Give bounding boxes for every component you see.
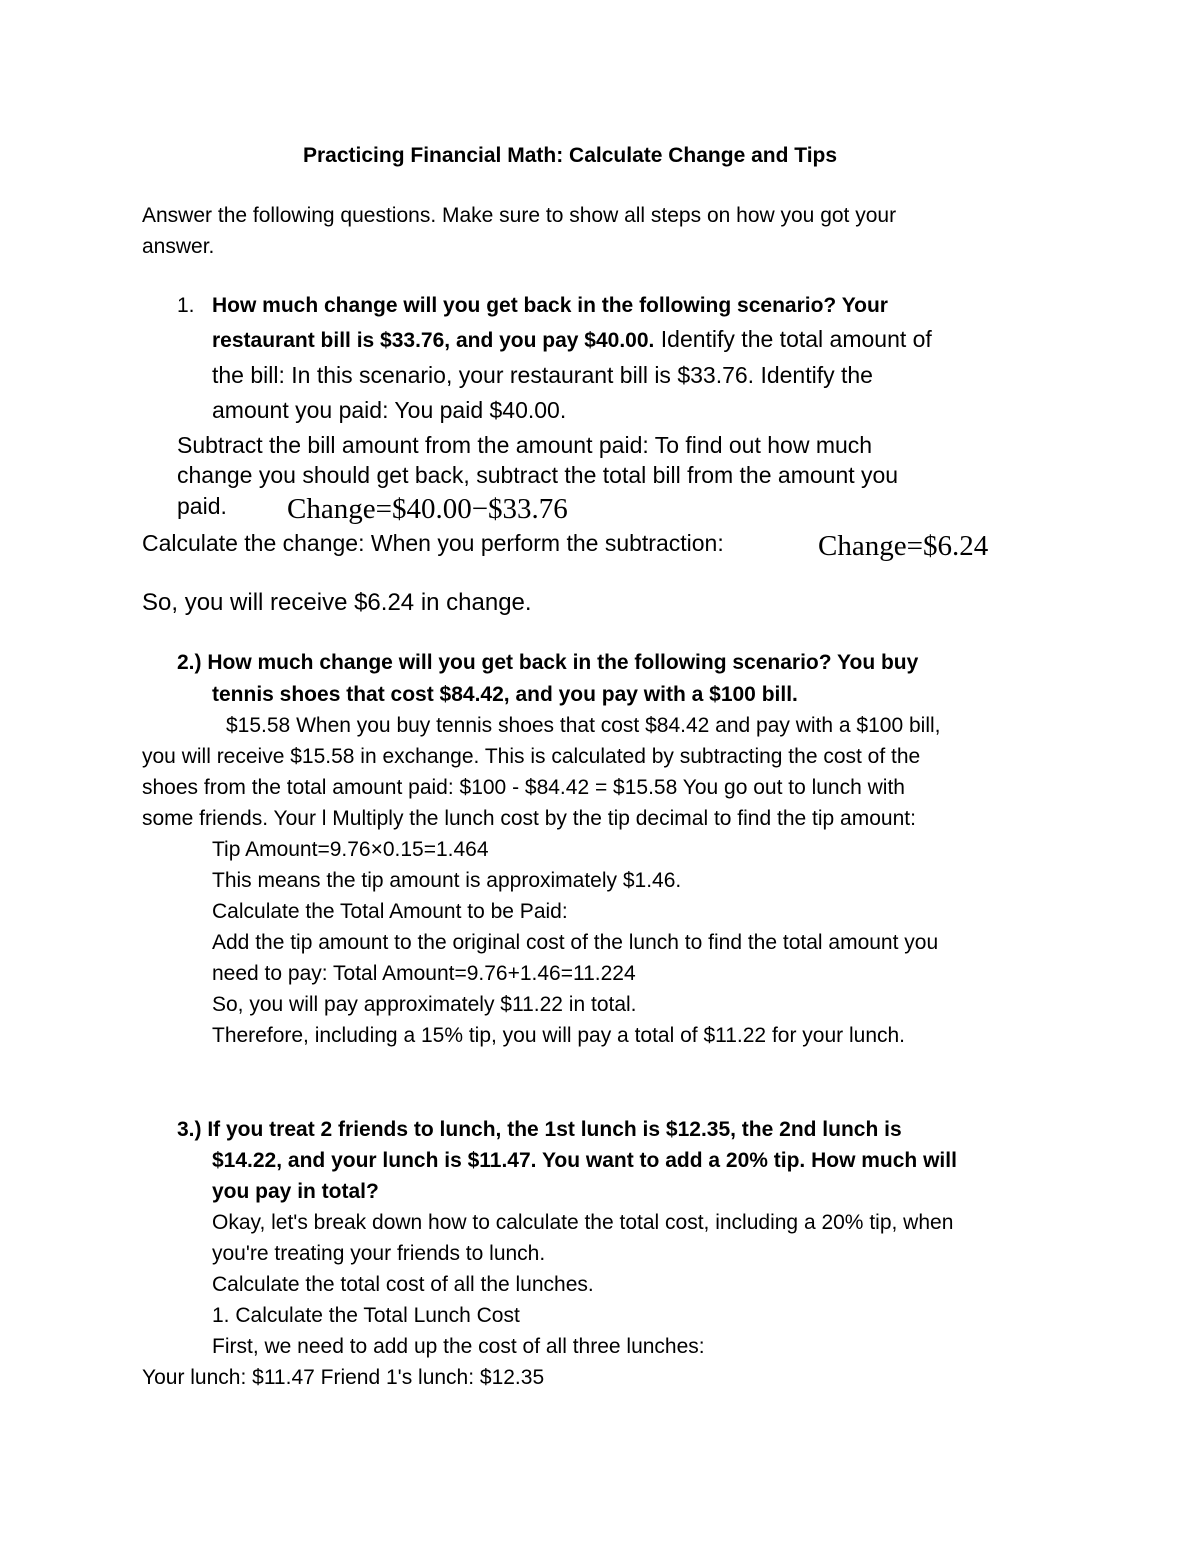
q3-answer-line-2: you're treating your friends to lunch. <box>212 1242 546 1265</box>
intro-line-1: Answer the following questions. Make sure to show all steps on how you got your <box>142 204 897 227</box>
q1-conclusion: So, you will receive $6.24 in change. <box>142 589 532 616</box>
q1-question-line-2-bold: restaurant bill is $33.76, and you pay $40.00. <box>212 329 655 352</box>
q3-question-line-3: you pay in total? <box>212 1180 379 1203</box>
q1-step-identify-bill: Identify the total amount of <box>654 326 932 352</box>
q1-formula-subtraction: Change=$40.00−$33.76 <box>287 493 568 525</box>
q3-answer-line-6: Your lunch: $11.47 Friend 1's lunch: $12.35 <box>142 1366 545 1389</box>
q1-number: 1. <box>177 294 195 317</box>
q1-question-line-1: How much change will you get back in the following scenario? Your <box>212 294 888 317</box>
q1-line-8: Calculate the change: When you perform the subtraction: <box>142 530 724 556</box>
q1-formula-result: Change=$6.24 <box>818 530 989 562</box>
q2-answer-line-7: Calculate the Total Amount to be Paid: <box>212 900 568 923</box>
q1-line-3: the bill: In this scenario, your restaurant bill is $33.76. Identify the <box>212 362 873 388</box>
q1-line-7: paid. <box>177 493 227 519</box>
intro-line-2: answer. <box>142 235 215 258</box>
q2-answer-line-9: need to pay: Total Amount=9.76+1.46=11.224 <box>212 962 636 985</box>
q2-answer-line-6: This means the tip amount is approximately $1.46. <box>212 869 682 892</box>
q2-answer-line-5: Tip Amount=9.76×0.15=1.464 <box>212 838 489 861</box>
q2-answer-line-1: $15.58 When you buy tennis shoes that cost $84.42 and pay with a $100 bill, <box>226 714 941 737</box>
q3-question-line-2: $14.22, and your lunch is $11.47. You want to add a 20% tip. How much will <box>212 1149 957 1172</box>
page-title: Practicing Financial Math: Calculate Change and Tips <box>303 144 838 167</box>
q3-answer-line-4: 1. Calculate the Total Lunch Cost <box>212 1304 520 1327</box>
q1-line-6: change you should get back, subtract the total bill from the amount you <box>177 462 899 488</box>
q1-line-4: amount you paid: You paid $40.00. <box>212 397 567 423</box>
q3-answer-line-1: Okay, let's break down how to calculate the total cost, including a 20% tip, when <box>212 1211 954 1234</box>
q1-question-line-2 <box>212 326 932 354</box>
q2-answer-line-3: shoes from the total amount paid: $100 - $84.42 = $15.58 You go out to lunch with <box>142 776 905 799</box>
q3-answer-line-5: First, we need to add up the cost of all three lunches: <box>212 1335 705 1358</box>
q1-line-5: Subtract the bill amount from the amount paid: To find out how much <box>177 432 873 458</box>
q2-answer-line-10: So, you will pay approximately $11.22 in total. <box>212 993 637 1016</box>
q2-answer-line-2: you will receive $15.58 in exchange. This is calculated by subtracting the cost of the <box>142 745 921 768</box>
q2-answer-line-11: Therefore, including a 15% tip, you will pay a total of $11.22 for your lunch. <box>212 1024 906 1047</box>
q3-question-line-1: 3.) If you treat 2 friends to lunch, the 1st lunch is $12.35, the 2nd lunch is <box>177 1118 902 1141</box>
q2-question-line-1: 2.) How much change will you get back in the following scenario? You buy <box>177 651 919 674</box>
q2-question-line-2: tennis shoes that cost $84.42, and you pay with a $100 bill. <box>212 683 798 706</box>
q2-answer-line-4: some friends. Your l Multiply the lunch cost by the tip decimal to find the tip amount: <box>142 807 916 830</box>
q3-answer-line-3: Calculate the total cost of all the lunches. <box>212 1273 594 1296</box>
q2-answer-line-8: Add the tip amount to the original cost of the lunch to find the total amount you <box>212 931 939 954</box>
